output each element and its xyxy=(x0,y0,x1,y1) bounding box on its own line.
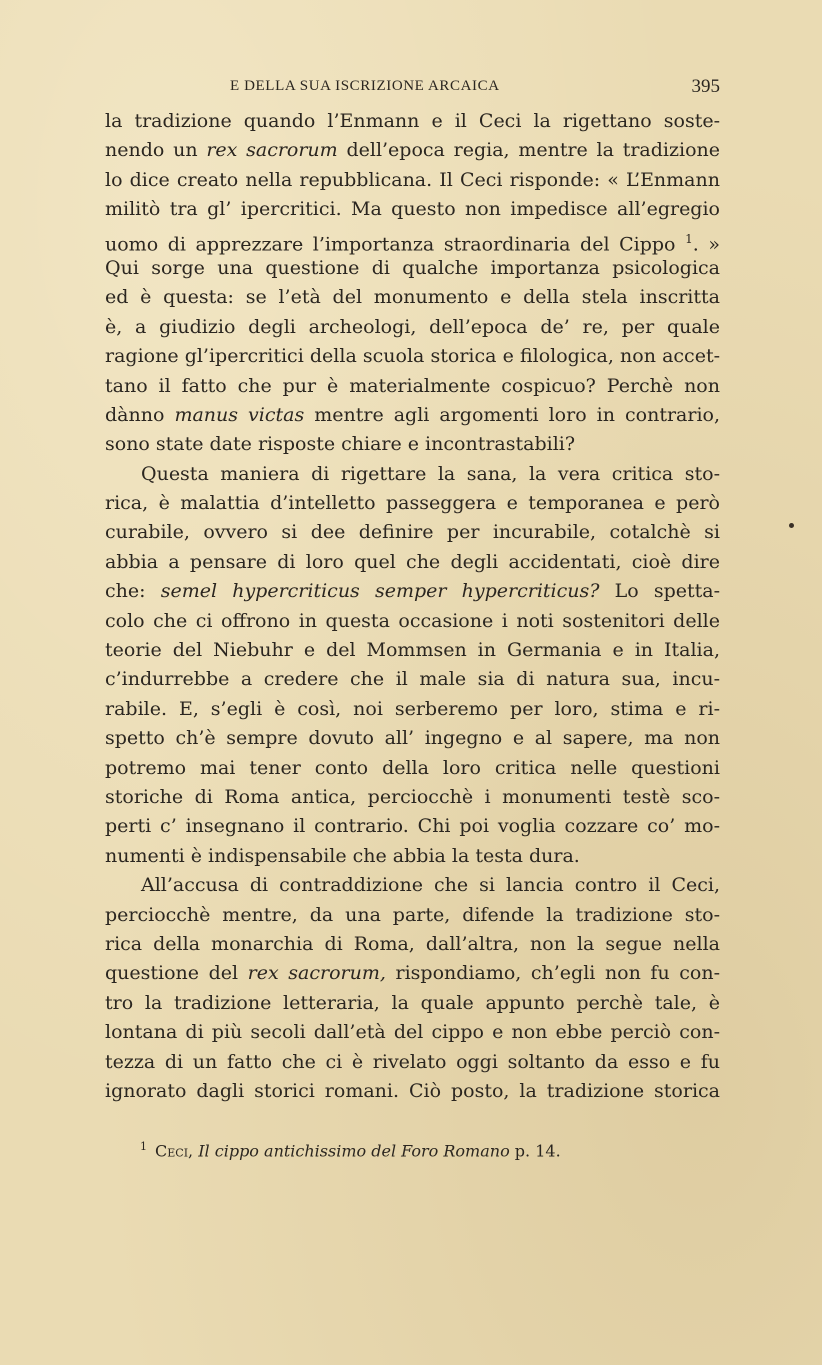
text-line xyxy=(105,225,720,254)
line-text: tro la tradizione letteraria, la quale appunto perchè tale, è xyxy=(105,991,720,1014)
line-text: Qui sorge una questione di qualche importanza psicologica xyxy=(105,256,720,279)
text-line xyxy=(105,166,720,195)
line-text: che: xyxy=(105,580,161,603)
line-text: abbia a pensare di loro quel che degli accidentati, cioè dire xyxy=(105,550,720,573)
line-text: militò tra gl’ ipercritici. Ma questo non impedisce all’egregio xyxy=(105,198,720,221)
footnote-author: Ceci, xyxy=(155,1141,194,1161)
line-text: questione del xyxy=(105,962,248,985)
text-line xyxy=(105,107,720,136)
text-line xyxy=(105,430,720,459)
line-text: Lo spetta- xyxy=(599,580,721,603)
line-text: . » xyxy=(692,232,720,255)
footnote xyxy=(140,1140,561,1160)
text-line xyxy=(105,1077,720,1106)
line-text: dell’epoca regia, mentre la tradizione xyxy=(337,139,720,162)
text-line xyxy=(105,577,720,606)
text-line xyxy=(105,460,720,489)
line-text: uomo di apprezzare l’importanza straordinaria del Cippo xyxy=(105,232,686,255)
line-text: perti c’ insegnano il contrario. Chi poi voglia cozzare co’ mo- xyxy=(105,815,720,838)
italic-term: rex sacrorum xyxy=(206,139,338,162)
text-line xyxy=(105,665,720,694)
line-text: curabile, ovvero si dee definire per incurabile, cotalchè si xyxy=(105,521,720,544)
line-text: All’accusa di contraddizione che si lancia contro il Ceci, xyxy=(141,874,720,897)
line-text: Questa maniera di rigettare la sana, la vera critica sto- xyxy=(141,462,720,485)
page-number: 395 xyxy=(691,76,720,97)
text-line xyxy=(105,607,720,636)
line-text: spetto ch’è sempre dovuto all’ ingegno e al sapere, ma non xyxy=(105,727,720,750)
text-line xyxy=(105,724,720,753)
line-text: ignorato dagli storici romani. Ciò posto, la tradizione storica xyxy=(105,1079,720,1102)
text-line xyxy=(105,136,720,165)
line-text: c’indurrebbe a credere che il male sia di natura sua, incu- xyxy=(105,668,720,691)
text-line xyxy=(105,489,720,518)
text-line xyxy=(105,959,720,988)
text-line xyxy=(105,695,720,724)
text-line xyxy=(105,930,720,959)
footnote-title: Il cippo antichissimo del Foro Romano xyxy=(198,1141,510,1161)
footnote-mark: 1 xyxy=(140,1140,147,1153)
text-line xyxy=(105,401,720,430)
italic-term: manus victas xyxy=(174,403,305,426)
line-text: rispondiamo, ch’egli non fu con- xyxy=(385,962,721,985)
line-text: perciocchè mentre, da una parte, difende la tradizione sto- xyxy=(105,903,720,926)
italic-term: rex sacrorum, xyxy=(247,962,386,985)
line-text: lo dice creato nella repubblicana. Il Ceci risponde: « L’Enmann xyxy=(105,168,720,191)
text-line xyxy=(105,871,720,900)
line-text: potremo mai tener conto della loro critica nelle questioni xyxy=(105,756,720,779)
line-text: sono state date risposte chiare e incontrastabili? xyxy=(105,433,576,456)
text-line xyxy=(105,636,720,665)
line-text: ed è questa: se l’età del monumento e della stela inscritta xyxy=(105,286,720,309)
text-line xyxy=(105,283,720,312)
text-line xyxy=(105,901,720,930)
footnote-reference: 1 xyxy=(685,231,693,246)
running-head xyxy=(105,76,720,100)
line-text: dànno xyxy=(105,403,175,426)
text-line xyxy=(105,1018,720,1047)
text-line xyxy=(105,989,720,1018)
line-text: tano il fatto che pur è materialmente cospicuo? Perchè non xyxy=(105,374,720,397)
line-text: nendo un xyxy=(105,139,207,162)
line-text: colo che ci offrono in questa occasione i noti sostenitori delle xyxy=(105,609,720,632)
text-line xyxy=(105,842,720,871)
line-text: numenti è indispensabile che abbia la testa dura. xyxy=(105,844,580,867)
text-line xyxy=(105,1048,720,1077)
line-text: tezza di un fatto che ci è rivelato oggi soltanto da esso e fu xyxy=(105,1050,720,1073)
text-line xyxy=(105,372,720,401)
italic-term: semel hypercriticus semper hypercriticus? xyxy=(160,580,600,603)
line-text: rabile. E, s’egli è così, noi serberemo per loro, stima e ri- xyxy=(105,697,720,720)
line-text: teorie del Niebuhr e del Mommsen in Germania e in Italia, xyxy=(105,639,720,662)
text-line xyxy=(105,548,720,577)
ink-speck xyxy=(789,523,794,528)
line-text: rica della monarchia di Roma, dall’altra, non la segue nella xyxy=(105,932,720,955)
line-text: lontana di più secoli dall’età del cippo e non ebbe perciò con- xyxy=(105,1021,720,1044)
line-text: storiche di Roma antica, perciocchè i monumenti testè sco- xyxy=(105,785,720,808)
body-text xyxy=(105,107,720,1106)
line-text: è, a giudizio degli archeologi, dell’epoca de’ re, per quale xyxy=(105,315,720,338)
text-line xyxy=(105,754,720,783)
footnote-page: p. 14. xyxy=(509,1141,561,1161)
running-title: E DELLA SUA ISCRIZIONE ARCAICA xyxy=(230,78,500,94)
line-text: rica, è malattia d’intelletto passeggera e temporanea e però xyxy=(105,492,720,515)
text-line xyxy=(105,812,720,841)
line-text: la tradizione quando l’Enmann e il Ceci la rigettano soste- xyxy=(105,110,720,132)
text-line xyxy=(105,518,720,547)
line-text: mentre agli argomenti loro in contrario, xyxy=(304,403,720,426)
text-line xyxy=(105,783,720,812)
text-line xyxy=(105,195,720,224)
line-text: ragione gl’ipercritici della scuola storica e filologica, non accet- xyxy=(105,345,720,368)
text-line xyxy=(105,254,720,283)
text-line xyxy=(105,342,720,371)
text-line xyxy=(105,313,720,342)
